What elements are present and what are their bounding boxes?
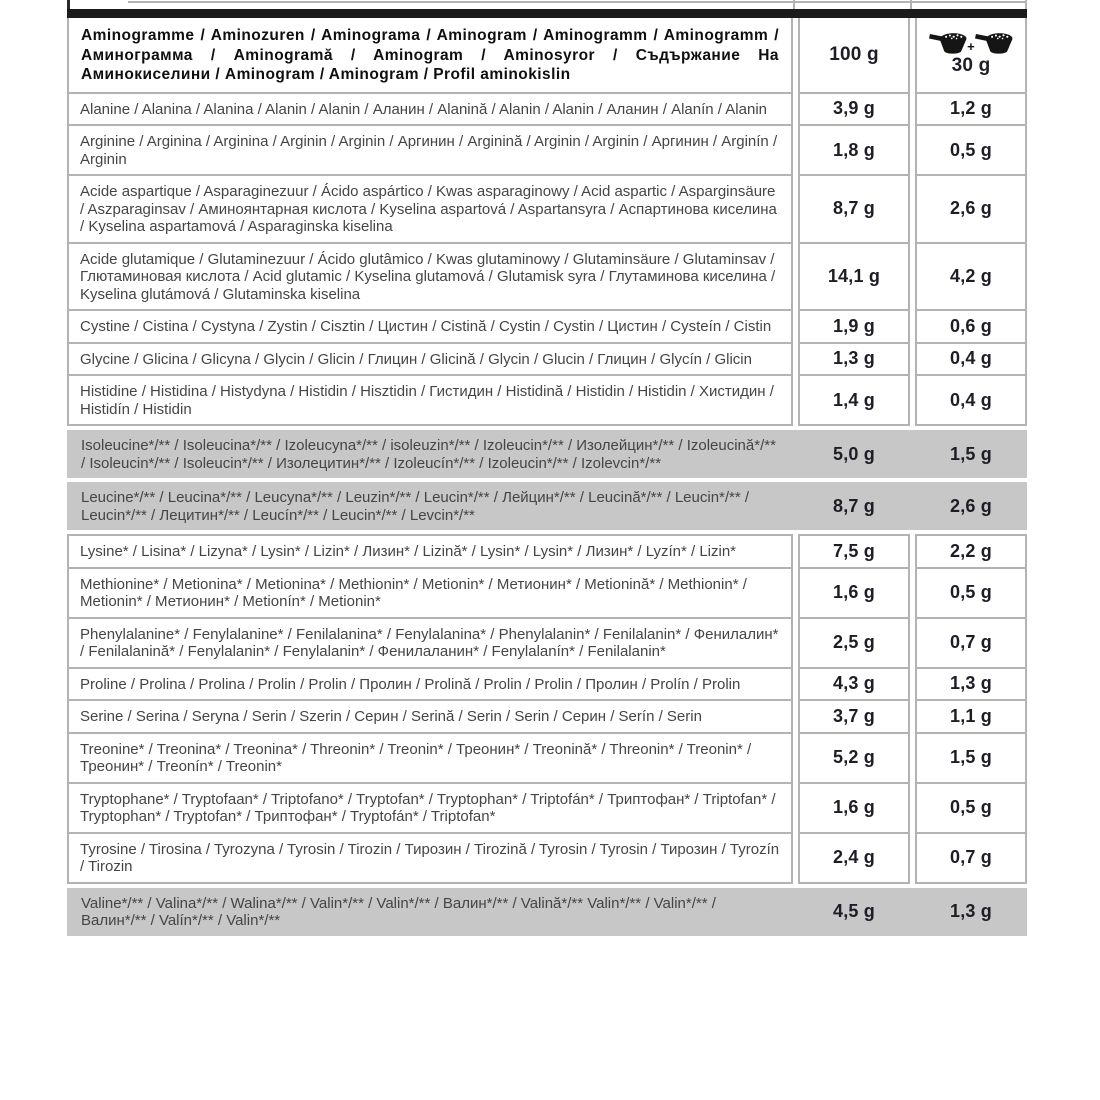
top-gridline <box>128 1 1027 3</box>
value-per-100g: 1,6 g <box>798 784 910 834</box>
amino-acid-row <box>67 888 1027 936</box>
value-per-100g: 4,5 g <box>832 901 876 921</box>
value-per-30g: 2,6 g <box>949 495 993 516</box>
value-per-100g: 8,7 g <box>832 495 876 516</box>
value-per-100g: 1,6 g <box>798 569 910 619</box>
amino-acid-row <box>67 94 1027 127</box>
left-border-stub <box>67 0 70 9</box>
amino-acid-row <box>67 734 1027 784</box>
amino-acid-row <box>67 126 1027 176</box>
amino-acid-row <box>67 701 1027 734</box>
table-header-row <box>67 18 1027 94</box>
value-per-30g: 0,4 g <box>915 376 1027 426</box>
right-border-stub <box>1025 0 1027 9</box>
amino-acid-names: Glycine / Glicina / Glicyna / Glycin / Glicin / Глицин / Glicină / Glycin / Glucin / Глицин / Glycín / Glicin <box>67 344 793 377</box>
amino-acid-names: Valine*/** / Valina*/** / Walina*/** / Valin*/** / Valin*/** / Валин*/** / Valină*/** Valin*/** / Valin*/** / Валин*/** / Valín*/** / Valin*/** <box>81 894 716 929</box>
value-per-100g: 5,0 g <box>832 443 876 464</box>
column-header-30g-label: 30 g <box>951 55 991 77</box>
amino-acid-names: Alanine / Alanina / Alanina / Alanin / Alanin / Аланин / Alanină / Alanin / Alanin / Аланин / Alanín / Alanin <box>67 94 793 127</box>
plus-sign: + <box>967 39 975 55</box>
amino-acid-row <box>67 311 1027 344</box>
amino-acid-row <box>67 784 1027 834</box>
amino-acid-row <box>67 244 1027 312</box>
section-divider-bar <box>67 9 1027 18</box>
amino-acid-row <box>67 430 1027 478</box>
value-per-100g: 2,5 g <box>798 619 910 669</box>
value-per-100g: 5,2 g <box>798 734 910 784</box>
measuring-scoop-icon <box>975 31 1013 56</box>
value-per-100g: 14,1 g <box>798 244 910 312</box>
amino-acid-row <box>67 376 1027 426</box>
amino-acid-names: Tryptophane* / Tryptofaan* / Triptofano* / Tryptofan* / Tryptophan* / Triptofán* / Триптофан* / Triptofan* / Tryptophan* / Tryptofan* / Триптофан* / Tryptofán* / Triptofan* <box>67 784 793 834</box>
amino-acid-names: Methionine* / Metionina* / Metionina* / Methionin* / Metionin* / Метионин* / Metionină* / Methionin* / Metionin* / Метионин* / Metionín* / Metionin* <box>67 569 793 619</box>
column-header-100g: 100 g <box>798 18 910 94</box>
amino-acid-names: Histidine / Histidina / Histydyna / Histidin / Hisztidin / Гистидин / Histidină / Histidin / Histidin / Хистидин / Histidín / Histidin <box>67 376 793 426</box>
value-per-30g: 1,3 g <box>949 901 993 921</box>
amino-acid-row <box>67 569 1027 619</box>
amino-acid-row <box>67 344 1027 377</box>
value-per-30g: 1,2 g <box>915 94 1027 127</box>
column-header-30g <box>915 18 1027 94</box>
table-top-remnant <box>67 0 1027 9</box>
amino-acid-row <box>67 669 1027 702</box>
value-per-100g: 8,7 g <box>798 176 910 244</box>
amino-acid-names: Serine / Serina / Seryna / Serin / Szerin / Серин / Serină / Serin / Serin / Серин / Serín / Serin <box>67 701 793 734</box>
amino-acid-names: Cystine / Cistina / Cystyna / Zystin / Cisztin / Цистин / Cistină / Cystin / Cystin / Цистин / Cysteín / Cistin <box>67 311 793 344</box>
amino-acid-names: Lysine* / Lisina* / Lizyna* / Lysin* / Lizin* / Лизин* / Lizină* / Lysin* / Lysin* / Лизин* / Lyzín* / Lizin* <box>67 534 793 569</box>
value-per-100g: 3,7 g <box>798 701 910 734</box>
value-per-30g: 1,5 g <box>949 443 993 464</box>
amino-acid-names: Isoleucine*/** / Isoleucina*/** / Izoleucyna*/** / isoleuzin*/** / Izoleucin*/** / Изолейцин*/** / Izoleucină*/** / Isoleucin*/** / Isoleucin*/** / Изолецитин*/** / Izoleucín*/** / Izoleucin*/** / Izolevcin*/** <box>81 437 776 472</box>
value-per-100g: 2,4 g <box>798 834 910 884</box>
value-per-30g: 0,5 g <box>915 126 1027 176</box>
value-per-30g: 0,7 g <box>915 619 1027 669</box>
value-per-100g: 1,9 g <box>798 311 910 344</box>
value-per-100g: 1,3 g <box>798 344 910 377</box>
value-per-30g: 1,3 g <box>915 669 1027 702</box>
value-per-30g: 0,5 g <box>915 784 1027 834</box>
value-per-100g: 3,9 g <box>798 94 910 127</box>
serving-scoops <box>929 31 1013 56</box>
value-per-100g: 7,5 g <box>798 534 910 569</box>
value-per-100g: 1,8 g <box>798 126 910 176</box>
amino-acid-names: Treonine* / Treonina* / Treonina* / Threonin* / Treonin* / Треонин* / Treonină* / Threonin* / Treonin* / Треонин* / Treonín* / Treonin* <box>67 734 793 784</box>
value-per-30g: 4,2 g <box>915 244 1027 312</box>
amino-acid-names: Arginine / Arginina / Arginina / Arginin / Arginin / Аргинин / Arginină / Arginin / Arginin / Аргинин / Arginín / Arginin <box>67 126 793 176</box>
value-per-30g: 0,6 g <box>915 311 1027 344</box>
amino-acid-row <box>67 619 1027 669</box>
value-per-30g: 2,6 g <box>915 176 1027 244</box>
value-per-30g: 0,7 g <box>915 834 1027 884</box>
amino-acid-names: Leucine*/** / Leucina*/** / Leucyna*/** / Leuzin*/** / Leucin*/** / Лейцин*/** / Leucină*/** / Leucin*/** / Leucin*/** / Лецитин*/** / Leucín*/** / Leucin*/** / Levcin*/** <box>81 489 750 524</box>
aminogram-table <box>67 0 1027 940</box>
value-per-30g: 1,1 g <box>915 701 1027 734</box>
amino-acid-names: Tyrosine / Tirosina / Tyrozyna / Tyrosin / Tirozin / Тирозин / Tirozină / Tyrosin / Tyrosin / Тирозин / Tyrozín / Tirozin <box>67 834 793 884</box>
amino-acid-row <box>67 176 1027 244</box>
column-gridline-stub <box>910 0 912 9</box>
measuring-scoop-icon <box>929 31 967 56</box>
value-per-100g: 1,4 g <box>798 376 910 426</box>
table-body <box>67 94 1027 936</box>
column-gridline-stub <box>793 0 795 9</box>
value-per-30g: 1,5 g <box>915 734 1027 784</box>
amino-acid-names: Proline / Prolina / Prolina / Prolin / Prolin / Пролин / Prolină / Prolin / Prolin / Пролин / Prolín / Prolin <box>67 669 793 702</box>
amino-acid-names: Phenylalanine* / Fenylalanine* / Fenilalanina* / Fenylalanina* / Phenylalanin* / Fenilalanin* / Фенилалин* / Fenilalanină* / Fenylalanin* / Fenylalanin* / Фенилаланин* / Fenylalanín* / Fenilalanin* <box>67 619 793 669</box>
amino-acid-row <box>67 482 1027 530</box>
value-per-30g: 0,4 g <box>915 344 1027 377</box>
amino-acid-row <box>67 534 1027 569</box>
amino-acid-names: Acide glutamique / Glutaminezuur / Ácido glutâmico / Kwas glutaminowy / Glutaminsäure / Glutaminsav / Глютаминовая кислота / Acid glutamic / Kyselina glutamová / Glutamisk syra / Глутаминова киселина / Kyselina glutámová / Glutaminska kiselina <box>67 244 793 312</box>
value-per-30g: 0,5 g <box>915 569 1027 619</box>
value-per-30g: 2,2 g <box>915 534 1027 569</box>
value-per-100g: 4,3 g <box>798 669 910 702</box>
amino-acid-names: Acide aspartique / Asparaginezuur / Ácido aspártico / Kwas asparaginowy / Acid aspartic / Asparginsäure / Aszparaginsav / Аминоянтарная кислота / Kyselina aspartová / Aspartansyra / Аспартинова киселина / Kyselina aspartamová / Asparaginska kiselina <box>67 176 793 244</box>
amino-acid-row <box>67 834 1027 884</box>
aminogram-title: Aminogramme / Aminozuren / Aminograma / Aminogram / Aminogramm / Aminogramm / Аминограмма / Aminogramă / Aminogram / Aminosyror / Съдържание На Аминокиселини / Aminogram / Aminogram / Profil aminokislin <box>67 18 793 94</box>
